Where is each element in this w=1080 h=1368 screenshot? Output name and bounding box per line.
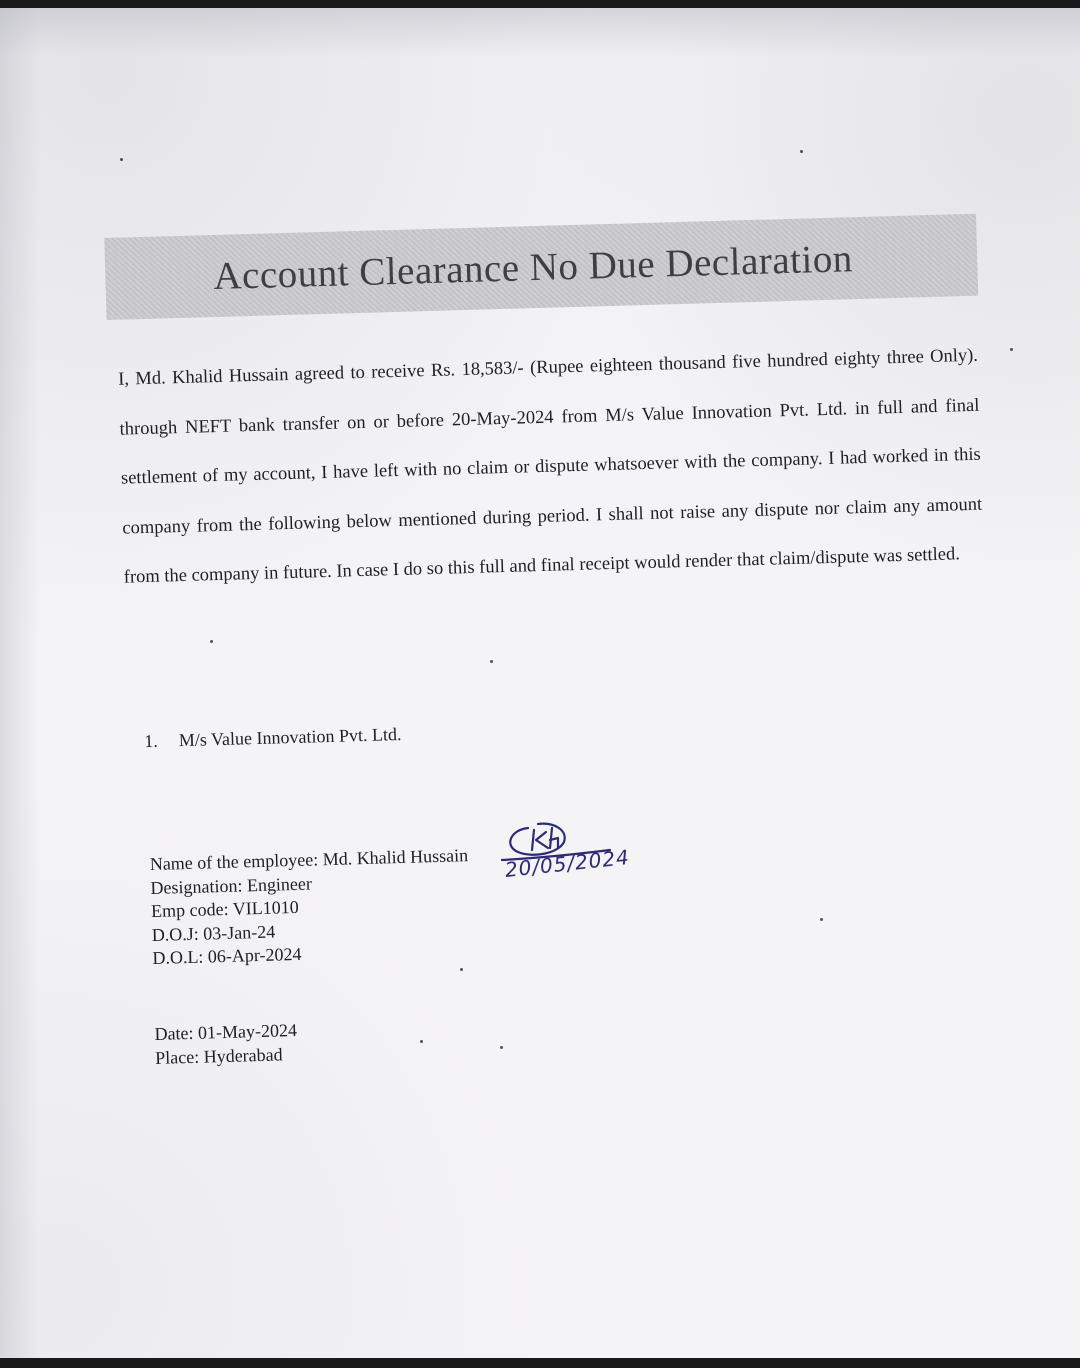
- document-title: Account Clearance No Due Declaration: [212, 236, 854, 298]
- scan-speck: [820, 918, 823, 921]
- declaration-date: Date: 01-May-2024: [154, 1019, 298, 1044]
- list-item-company: M/s Value Innovation Pvt. Ltd.: [178, 723, 402, 751]
- date-of-leaving: D.O.L: 06-Apr-2024: [152, 943, 302, 968]
- scan-speck: [800, 150, 803, 153]
- list-item-number: 1.: [144, 730, 159, 752]
- signature-stroke-k-stem: [532, 830, 534, 850]
- employee-details: [149, 844, 471, 970]
- employee-designation: Designation: Engineer: [150, 873, 313, 898]
- date-of-joining: D.O.J: 03-Jan-24: [151, 921, 276, 945]
- declaration-place: Place: Hyderabad: [154, 1043, 283, 1068]
- employee-name: Name of the employee: Md. Khalid Hussain: [149, 845, 469, 875]
- scan-speck: [1010, 348, 1013, 351]
- scan-speck: [500, 1046, 503, 1049]
- list-item: [144, 724, 402, 752]
- declaration-paragraph: I, Md. Khalid Hussain agreed to receive Rs. 18,583/- (Rupee eighteen thousand five hundred eighty three Only). through NEFT bank transfer on or before 20-May-2024 from M/s Value Innovation Pvt. Ltd. in full and final settlement of my account, I have left with no claim or dispute whatsoever with the company. I had worked in this company from the following below mentioned during period. I shall not raise any dispute nor claim any amount from the company in future. In case I do so this full and final receipt would render that claim/dispute was settled.: [117, 345, 983, 588]
- document-content: [0, 8, 1080, 1358]
- employee-code: Emp code: VIL1010: [150, 896, 299, 922]
- scan-speck: [420, 1040, 423, 1043]
- signature-date: 20/05/2024: [503, 844, 631, 882]
- date-place-block: [154, 1019, 298, 1070]
- company-list: [144, 724, 402, 752]
- title-banner: [104, 214, 978, 320]
- scan-speck: [210, 640, 213, 643]
- scan-speck: [460, 968, 463, 971]
- scan-speck: [120, 158, 123, 161]
- scan-speck: [490, 660, 493, 663]
- signature-stroke-k-arm: [536, 832, 548, 848]
- document-page: [0, 8, 1080, 1358]
- signature-stroke-h: [550, 828, 558, 848]
